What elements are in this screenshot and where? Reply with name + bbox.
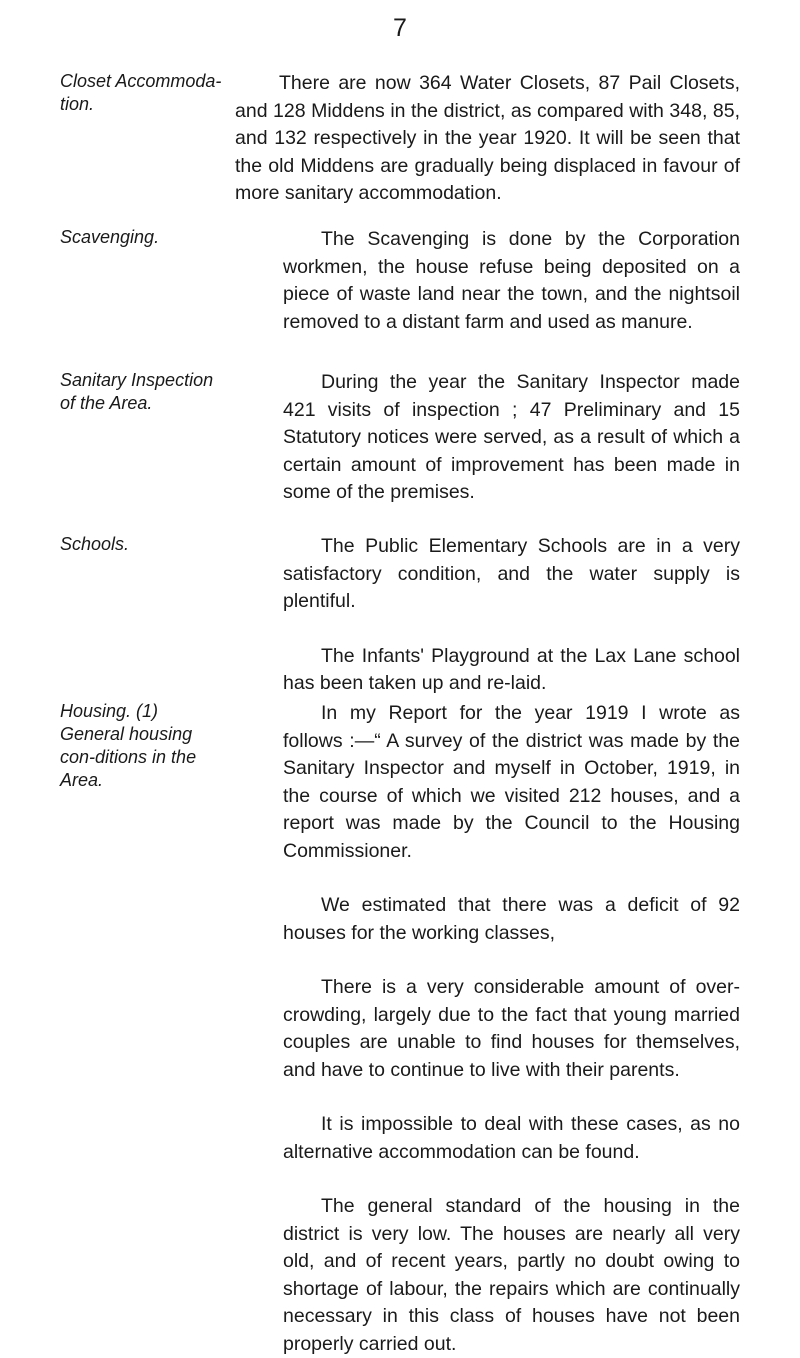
section-body	[283, 533, 740, 698]
paragraph: There is a very considerable amount of over-crowding, largely due to the fact that young married couples are unable to find houses for themselves, and have to continue to live with their parents.	[283, 976, 740, 1081]
margin-heading: Scavenging.	[60, 227, 160, 247]
paragraph: The general standard of the housing in the district is very low. The houses are nearly all very old, and of recent years, partly no doubt owing to shortage of labour, the repairs which are continually necessary in this class of houses have not been properly carried out.	[283, 1195, 740, 1355]
page-number: 7	[393, 14, 407, 42]
paragraph: The Scavenging is done by the Corporation workmen, the house refuse being deposited on a piece of waste land near the town, and the nightsoil removed to a distant farm and used as manure.	[283, 228, 740, 333]
margin-heading: Closet Accommoda-tion.	[60, 71, 222, 114]
section-body	[283, 369, 740, 507]
paragraph: During the year the Sanitary Inspector made 421 visits of inspection ; 47 Preliminary and 15 Statutory notices were served, as a result of which a certain amount of improvement has been made in some of the premises.	[283, 371, 740, 503]
section-body	[283, 226, 740, 336]
margin-heading: Sanitary Inspection of the Area.	[60, 370, 214, 413]
section-body	[283, 700, 740, 1358]
section-body	[235, 70, 740, 208]
paragraph: The Public Elementary Schools are in a very satisfactory condition, and the water supply is plentiful.	[283, 535, 740, 612]
margin-heading: Housing. (1) General housing con-ditions in the Area.	[60, 701, 197, 790]
paragraph: The Infants' Playground at the Lax Lane school has been taken up and re-laid.	[283, 644, 740, 694]
paragraph: In my Report for the year 1919 I wrote as follows :—“ A survey of the district was made by the Sanitary Inspector and myself in October, 1919, in the course of which we visited 212 houses, and a report was made by the Council to the Housing Commissioner.	[283, 702, 740, 862]
margin-heading: Schools.	[60, 534, 130, 554]
paragraph: There are now 364 Water Closets, 87 Pail Closets, and 128 Middens in the district, as compared with 348, 85, and 132 respectively in the year 1920. It will be seen that the old Middens are gradually being displaced in favour of more sanitary accommodation.	[235, 72, 740, 204]
paragraph: We estimated that there was a deficit of 92 houses for the working classes,	[283, 894, 740, 944]
paragraph: It is impossible to deal with these cases, as no alternative accommodation can be found.	[283, 1113, 740, 1163]
